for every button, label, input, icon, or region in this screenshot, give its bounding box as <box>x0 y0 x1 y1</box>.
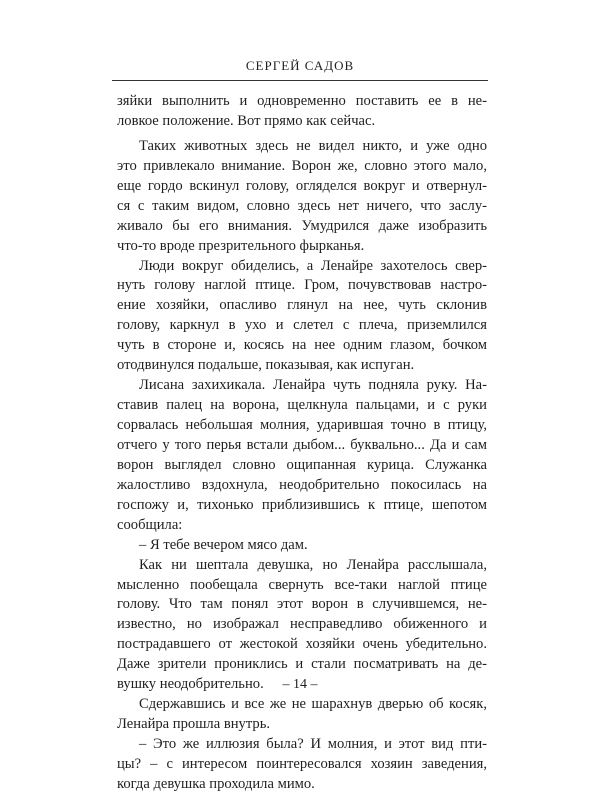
text-line: ение хозяйки, опасливо глянул на нее, чуть склонив <box>117 297 487 314</box>
text-line: цы? – с интересом поинтересовался хозяин заведения, <box>117 755 487 772</box>
text-line: Как ни шептала девушка, но Ленайра расслышала, <box>139 556 487 573</box>
text-line: это привлекало внимание. Ворон же, словно этого мало, <box>117 157 487 174</box>
running-header: СЕРГЕЙ САДОВ <box>245 58 355 73</box>
text-line: отчего у того перья встали дыбом... буквально... Да и сам <box>117 436 487 453</box>
text-line: сообщила: <box>117 516 183 533</box>
text-line: ставив палец на ворона, щелкнула пальцами, и с руки <box>117 397 487 414</box>
page-number: – 14 – <box>282 677 318 692</box>
text-line: Ленайра прошла внутрь. <box>117 716 270 733</box>
text-line: еще гордо вскинул голову, огляделся вокруг и отвернул- <box>117 177 487 194</box>
paragraph <box>117 92 487 132</box>
text-line: Даже зрители прониклись и стали посматривать на де- <box>117 656 487 673</box>
paragraph <box>117 536 487 556</box>
text-line: отодвинулся подальше, показывая, как испуган. <box>117 357 415 374</box>
text-line: известно, но изображал несправедливо обиженного и <box>117 616 487 633</box>
text-line: пострадавшего от жестокой хозяйки очень убедительно. <box>117 636 487 653</box>
text-line: сорвалась небольшая молния, ударившая точно в птицу, <box>117 417 487 433</box>
text-line: Сдержавшись и все же не шарахнув дверью об косяк, <box>139 696 487 713</box>
text-line: Таких животных здесь не видел никто, и уже одно <box>139 137 487 154</box>
text-line: госпожу и, тихонько приблизившись к птице, шепотом <box>117 496 487 513</box>
paragraph <box>117 257 487 377</box>
paragraph <box>117 735 487 795</box>
text-line: что-то вроде презрительного фырканья. <box>117 237 365 254</box>
text-line: жалостливо вздохнула, неодобрительно покосилась на <box>117 476 487 493</box>
text-line: Лисана захихикала. Ленайра чуть подняла руку. На- <box>139 377 487 394</box>
paragraph <box>117 695 487 735</box>
text-line: – Это же иллюзия была? И молния, и этот вид пти- <box>139 736 487 752</box>
paragraph <box>117 137 487 257</box>
text-line: – Я тебе вечером мясо дам. <box>139 536 308 553</box>
text-line: зяйки выполнить и одновременно поставить ее в не- <box>117 93 487 109</box>
text-line: ворон выглядел словно ощипанная курица. Служанка <box>117 456 487 473</box>
text-line: голову, каркнул в ухо и слетел с плеча, приземлился <box>117 317 487 334</box>
text-line: вушку неодобрительно. <box>117 676 264 693</box>
paragraph <box>117 376 487 536</box>
text-line: мысленно пообещала свернуть все-таки наглой птице <box>117 576 487 593</box>
header-rule <box>112 80 488 81</box>
text-line: когда девушка проходила мимо. <box>117 775 315 792</box>
paragraph <box>117 556 487 696</box>
text-line: нуть голову наглой птице. Гром, почувствовав настро- <box>117 277 487 294</box>
text-line: голову. Что там понял этот ворон в случившемся, не- <box>117 596 487 613</box>
text-line: чуть в стороне и, косясь на нее одним глазом, бочком <box>117 337 487 354</box>
text-line: ся с таким видом, словно здесь нет ничего, что заслу- <box>117 197 487 214</box>
text-line: ловкое положение. Вот прямо как сейчас. <box>117 112 376 129</box>
text-line: Люди вокруг обиделись, а Ленайре захотелось свер- <box>139 257 487 274</box>
text-line: живало бы его внимания. Умудрился даже изобразить <box>117 217 487 234</box>
